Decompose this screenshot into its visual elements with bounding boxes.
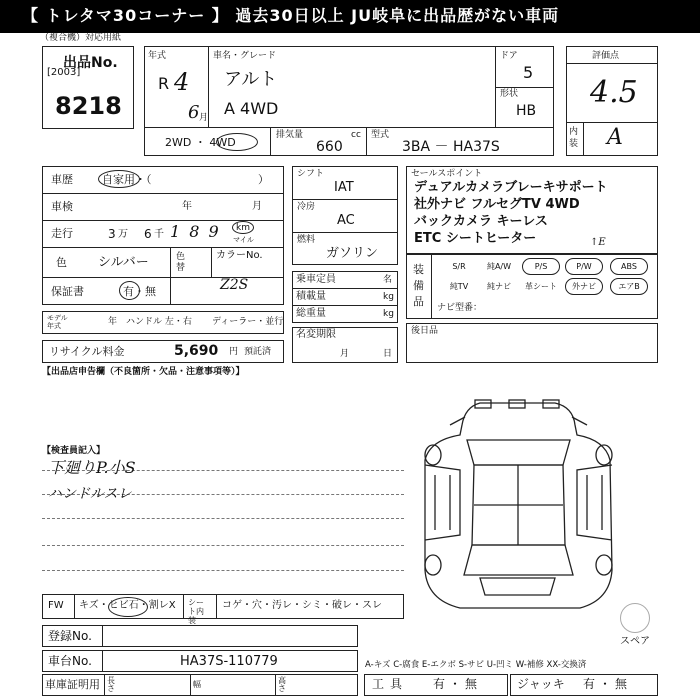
navi-label: ナビ型番： — [437, 303, 483, 313]
fuel-label: 燃料 — [297, 235, 316, 245]
chassis-label: 車台No. — [48, 654, 92, 668]
year-value: 4 — [174, 68, 190, 96]
body-value: HB — [516, 103, 537, 119]
month-unit: 月 — [199, 113, 209, 123]
color-label: 色 — [56, 256, 67, 269]
color-no-value: Z2S — [220, 277, 249, 293]
ac-value: AC — [337, 213, 355, 228]
equipment-item-label: S/R — [452, 262, 466, 271]
shift-label: シフト — [297, 169, 325, 179]
equipment-item — [522, 258, 560, 275]
shift-value: IAT — [334, 180, 354, 195]
displacement-label: 排気量 — [276, 130, 304, 140]
equipment-item — [522, 278, 560, 295]
color-value: シルバー — [98, 255, 149, 270]
inspector-note-1: 下廻りP.小S — [48, 458, 136, 477]
certificate-height: 高さ — [278, 676, 286, 693]
month-value: 6 — [188, 102, 200, 123]
mileage-sen-unit: 千 — [154, 229, 164, 240]
name-change-month: 月 — [340, 349, 350, 359]
equipment-item — [565, 258, 603, 275]
equipment-item-label: エアB — [618, 282, 640, 291]
banner-text: 【 トレタマ30コーナー 】 過去30日以上 JU岐阜に出品歴がない車両 — [22, 6, 560, 25]
history-close: ） — [258, 173, 269, 186]
model-label: 型式 — [371, 130, 390, 140]
car-grade: A 4WD — [224, 99, 279, 118]
fw-options: キズ・ヒビ石・割レX — [79, 600, 176, 611]
inspection-label: 車検 — [51, 200, 73, 213]
equipment-item-label: 純TV — [449, 282, 469, 291]
equipment-item-label: P/W — [576, 262, 592, 271]
spare-label: スペア — [620, 636, 650, 647]
displacement-unit: cc — [351, 130, 361, 140]
equipment-item — [610, 278, 648, 295]
score-value: 4.5 — [590, 75, 638, 110]
seat-options: コゲ・穴・汚レ・シミ・破レ・スレ — [222, 600, 382, 611]
car-name: アルト — [224, 69, 278, 90]
mileage-man-unit: 万 — [118, 229, 128, 240]
equipment-item-label: ABS — [621, 262, 637, 271]
jack-value: 有・無 — [583, 677, 632, 691]
equipment-note-mark: ↑E — [590, 237, 606, 248]
equipment-item — [480, 258, 518, 275]
name-change-day: 日 — [383, 349, 393, 359]
score-label: 評価点 — [592, 51, 620, 61]
equipment-item — [565, 278, 603, 295]
equipment-item-label: 革シート — [525, 282, 557, 291]
warranty-circle — [119, 281, 140, 300]
warranty-value: 有・無 — [123, 285, 156, 298]
sub-note: （複合機）対応用紙 — [40, 33, 122, 43]
mileage-sen: 6 — [144, 227, 152, 241]
km-circle — [232, 221, 254, 234]
model-year-unit: 年 — [108, 317, 118, 327]
certificate-length: 長さ — [107, 676, 115, 693]
registration-label: 登録No. — [48, 629, 92, 643]
dealer-options: ディーラー・並行 — [212, 317, 284, 327]
inspection-year: 年 — [182, 201, 192, 212]
mileage-hand: 1 8 9 — [170, 222, 221, 241]
lot-number: 8218 — [55, 92, 122, 120]
weight-label: 総重量 — [296, 308, 326, 319]
fw-label: FW — [48, 600, 64, 611]
equipment-item — [440, 258, 478, 275]
seller-note: 【出品店申告欄（不良箇所・欠品・注意事項等）】 — [42, 367, 245, 377]
history-circle — [98, 170, 140, 188]
handle-options: ハンドル 左・右 — [126, 317, 192, 327]
km-unit: km — [236, 223, 250, 233]
equipment-item — [440, 278, 478, 295]
certificate-width: 幅 — [193, 680, 201, 689]
recycle-label: リサイクル料金 — [49, 345, 125, 358]
inspection-month: 月 — [252, 201, 262, 212]
doors-label: ドア — [500, 51, 518, 61]
body-label: 形状 — [500, 89, 519, 99]
tools-label: 工具 — [372, 677, 409, 691]
name-label: 車名・グレード — [213, 51, 277, 61]
spare-tire — [620, 603, 650, 633]
inspector-label: 【検査員記入】 — [42, 446, 106, 456]
tools-value: 有・無 — [433, 677, 482, 691]
sales-line-3: バックカメラ キーレス — [414, 214, 548, 229]
equipment-item-label: 純ナビ — [487, 282, 511, 291]
color-no-label: カラーNo. — [216, 250, 263, 261]
fuel-value: ガソリン — [326, 246, 379, 261]
after-label: 後日品 — [411, 326, 439, 336]
displacement-value: 660 — [316, 139, 343, 155]
capacity-unit: 名 — [383, 275, 393, 285]
load-label: 積載量 — [296, 291, 326, 302]
lot-label: 出品No. — [63, 55, 118, 71]
recycle-note: 預託済 — [244, 347, 272, 357]
load-unit: kg — [383, 292, 394, 302]
year-era: R — [158, 74, 170, 93]
mileage-man: 3 — [108, 227, 116, 241]
color-change-label: 色替 — [176, 252, 186, 273]
model-value: 3BA － HA37S — [402, 139, 500, 155]
sales-line-1: デュアルカメラブレーキサポート — [414, 180, 608, 195]
inspector-note-2: ハンドルスレ — [48, 486, 132, 502]
name-change-label: 名変期限 — [296, 329, 336, 340]
recycle-value: 5,690 — [174, 343, 219, 359]
damage-legend: A-キズ C-腐食 E-エクボ S-サビ U-凹ミ W-補修 XX-交換済 — [365, 660, 587, 670]
history-value: 自家用・（ — [102, 173, 152, 186]
seat-label: シート内装 — [188, 598, 204, 625]
drive-options: 2WD ・ 4WD — [165, 136, 236, 149]
model-year-label: モデル年式 — [47, 314, 68, 330]
warranty-label: 保証書 — [51, 285, 84, 298]
equipment-item-label: P/S — [534, 262, 548, 271]
certificate-label: 車庫証明用 — [45, 678, 100, 691]
jack-label: ジャッキ — [517, 677, 565, 691]
chassis-value: HA37S-110779 — [180, 654, 278, 669]
car-diagram — [405, 395, 630, 625]
fw-circle — [108, 597, 148, 617]
year-label: 年式 — [148, 51, 167, 61]
interior-label: 内装 — [569, 127, 579, 149]
equipment-item-label: 純A/W — [486, 262, 512, 271]
equipment-label: 装備品 — [413, 263, 424, 308]
mile-unit: マイル — [233, 236, 254, 244]
capacity-label: 乗車定員 — [296, 274, 336, 285]
sales-line-2: 社外ナビ フルセグTV 4WD — [414, 197, 580, 212]
sales-line-4: ETC シートヒーター — [414, 231, 537, 246]
equipment-item — [480, 278, 518, 295]
equipment-item — [610, 258, 648, 275]
sales-label: セールスポイント — [411, 169, 483, 179]
ac-label: 冷房 — [297, 202, 316, 212]
lot-stamp: [2003] — [47, 67, 81, 78]
equipment-item-label: 外ナビ — [572, 282, 596, 291]
after-box — [406, 323, 658, 363]
doors-value: 5 — [523, 63, 534, 82]
interior-value: A — [607, 125, 623, 150]
drive-circle — [216, 133, 258, 151]
mileage-label: 走行 — [51, 227, 73, 240]
weight-unit: kg — [383, 309, 394, 319]
recycle-unit: 円 — [229, 347, 239, 357]
history-label: 車歴 — [51, 173, 73, 186]
